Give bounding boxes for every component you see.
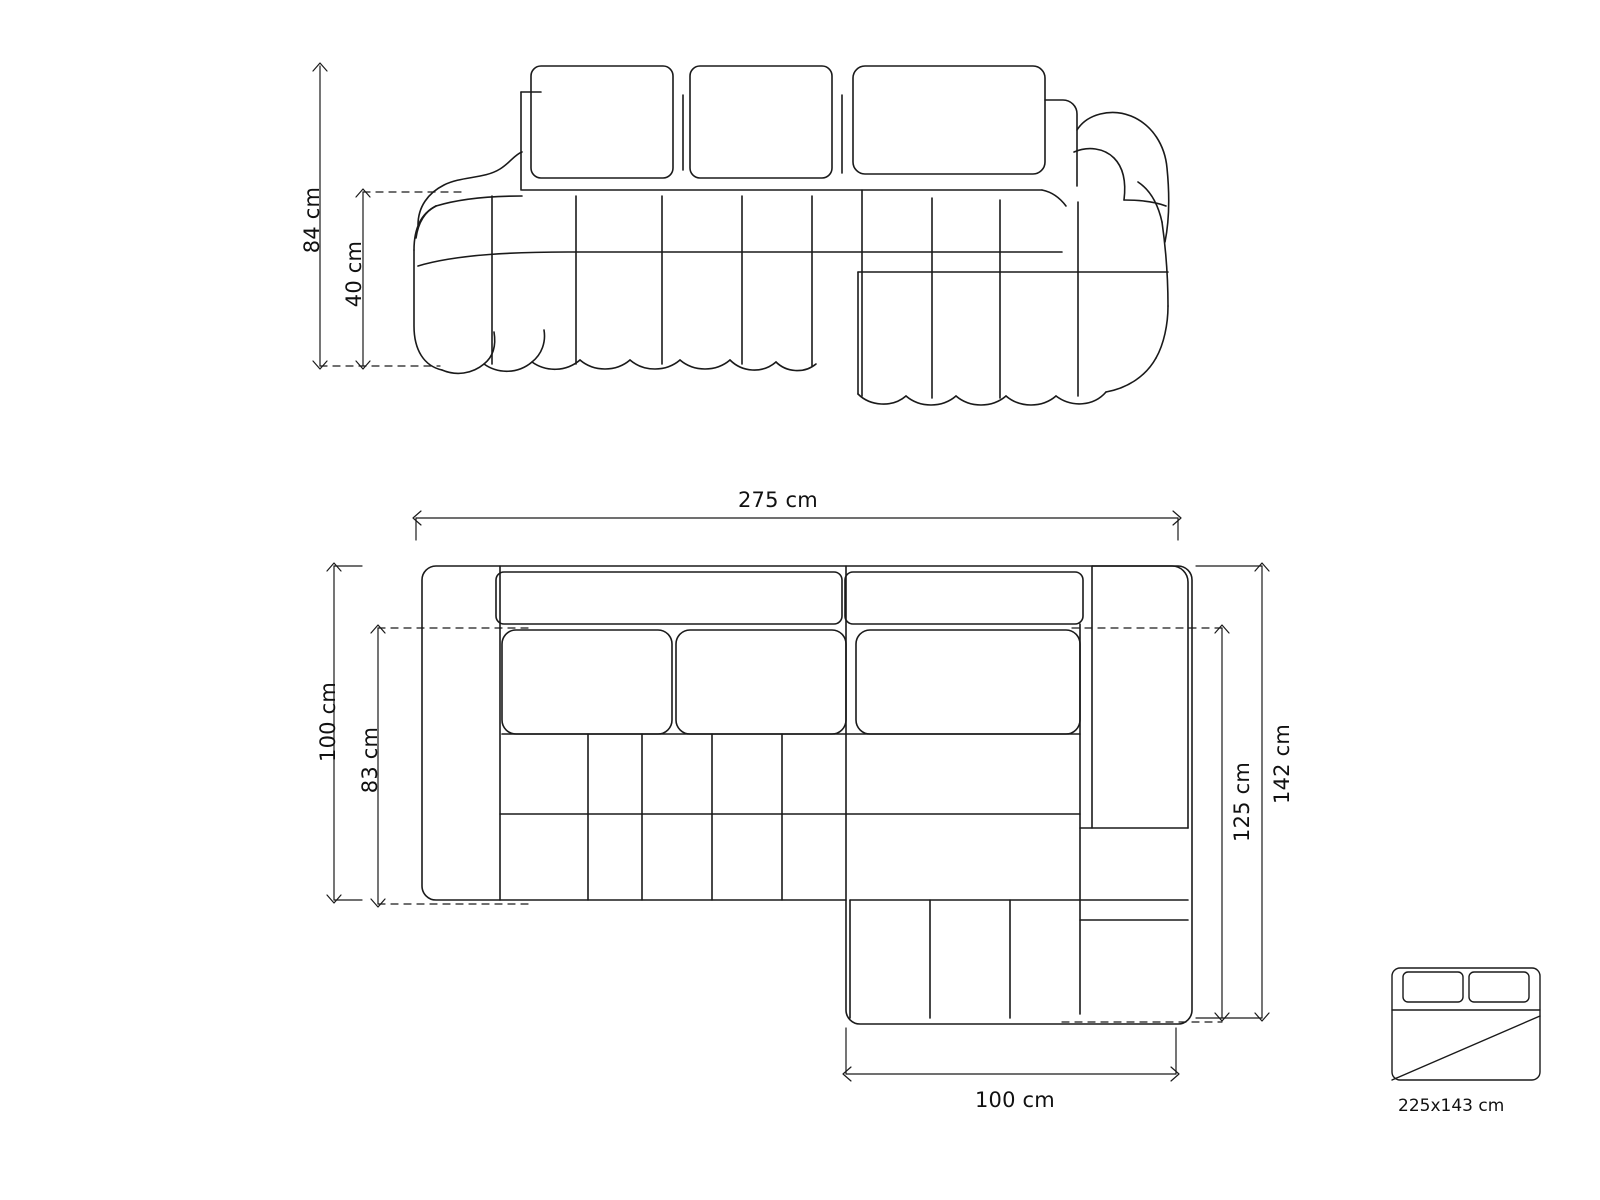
bed-icon-drawing [1392, 968, 1540, 1080]
dimension-label-chaise-depth-142: 142 cm [1270, 724, 1294, 804]
bed-icon-caption: 225x143 cm [1398, 1096, 1505, 1116]
dimension-label-height-84: 84 cm [300, 186, 324, 254]
dimension-label-depth-100: 100 cm [316, 682, 340, 762]
dimension-label-seat-depth-83: 83 cm [358, 726, 382, 794]
elevation-dimension-lines [313, 63, 463, 369]
dimension-label-width-275: 275 cm [738, 488, 818, 512]
dimension-label-chaise-width-100: 100 cm [975, 1088, 1055, 1112]
plan-view-drawing [422, 566, 1192, 1024]
dimension-label-seat-height-40: 40 cm [342, 240, 366, 308]
dimension-label-chaise-inner-125: 125 cm [1230, 762, 1254, 842]
plan-dimension-lines [327, 511, 1269, 1081]
front-elevation-drawing [414, 66, 1169, 405]
